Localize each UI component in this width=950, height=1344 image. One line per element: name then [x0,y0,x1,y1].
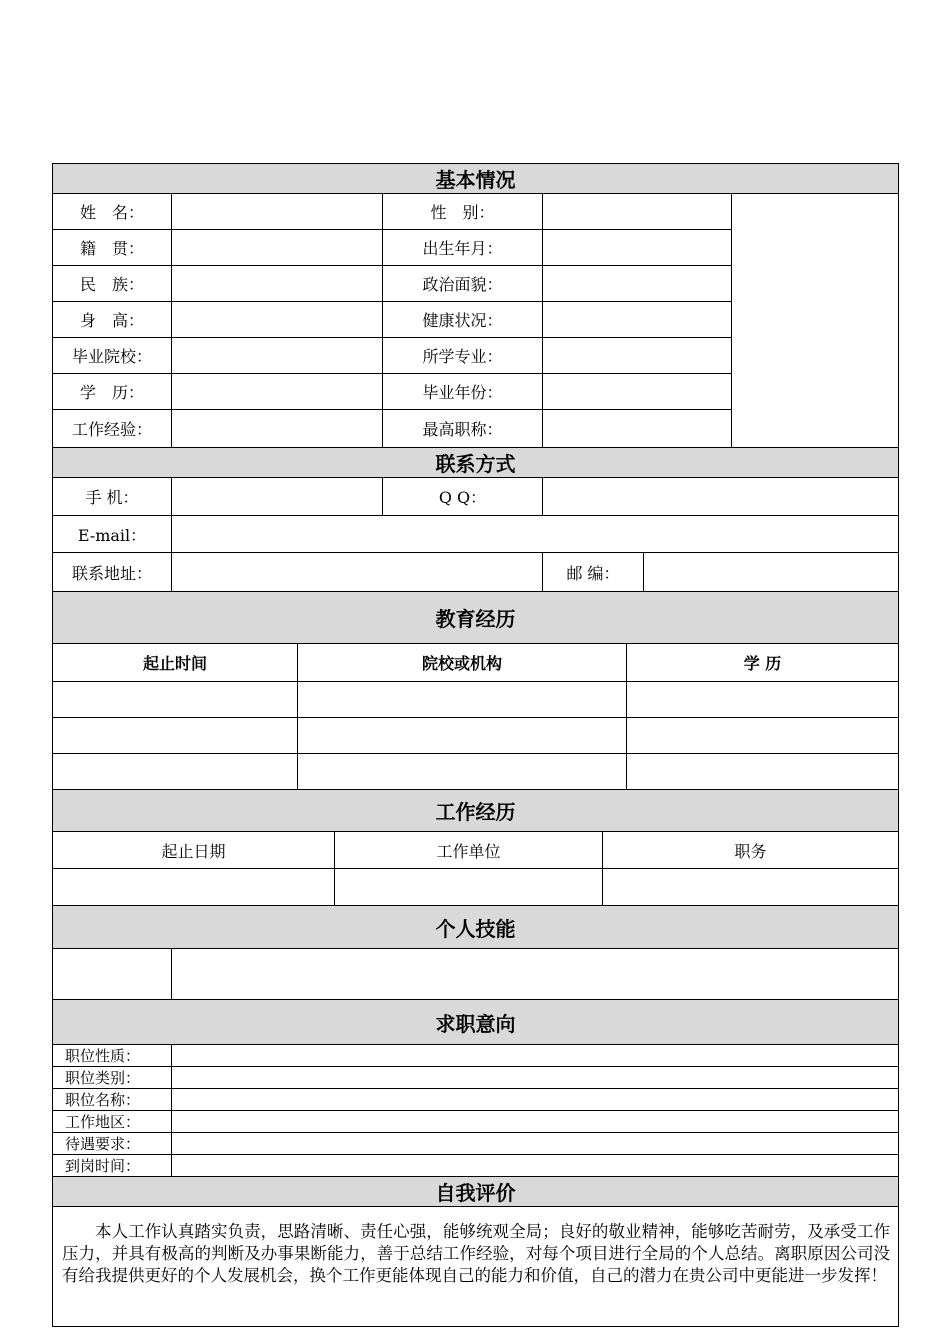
cell-degree[interactable] [627,718,899,754]
skills-table [52,905,899,1000]
field-school[interactable] [172,338,383,374]
field-start-time[interactable] [172,1155,899,1177]
field-height[interactable] [172,302,383,338]
field-address[interactable] [172,553,543,592]
column-header-work-period: 起止日期 [53,832,335,869]
label-grad-year: 毕业年份： [383,374,543,410]
label-health: 健康状况： [383,302,543,338]
cell-position[interactable] [603,869,899,906]
field-health[interactable] [543,302,732,338]
cell-school[interactable] [298,754,627,790]
cell-employer[interactable] [335,869,603,906]
resume-form [52,163,898,1327]
section-header-education: 教育经历 [53,592,899,644]
table-row [53,869,899,906]
label-title: 最高职称： [383,410,543,448]
field-major[interactable] [543,338,732,374]
label-job-nature: 职位性质： [53,1045,172,1067]
cell-school[interactable] [298,682,627,718]
work-table [52,789,899,906]
field-degree[interactable] [172,374,383,410]
label-work-area: 工作地区： [53,1111,172,1133]
self-eval-text-cell[interactable] [53,1207,899,1327]
field-political-status[interactable] [543,266,732,302]
field-title[interactable] [543,410,732,448]
intent-table [52,999,899,1177]
field-qq[interactable] [543,478,899,516]
label-job-category: 职位类别： [53,1067,172,1089]
cell-period[interactable] [53,718,298,754]
column-header-degree: 学 历 [627,644,899,682]
field-gender[interactable] [543,194,732,230]
label-qq: Q Q： [383,478,543,516]
field-job-nature[interactable] [172,1045,899,1067]
cell-degree[interactable] [627,682,899,718]
label-name: 姓 名： [53,194,172,230]
section-header-work: 工作经历 [53,790,899,832]
label-ethnicity: 民 族： [53,266,172,302]
section-header-basic: 基本情况 [53,164,899,194]
table-row [53,754,899,790]
photo-box[interactable] [732,194,899,448]
column-header-employer: 工作单位 [335,832,603,869]
self-eval-table [52,1176,899,1327]
label-experience: 工作经验： [53,410,172,448]
skills-field[interactable] [172,949,899,1000]
field-zip[interactable] [644,553,899,592]
cell-period[interactable] [53,754,298,790]
basic-info-table [52,163,899,448]
cell-school[interactable] [298,718,627,754]
self-eval-text: 本人工作认真踏实负责，思路清晰、责任心强，能够统观全局；良好的敬业精神，能够吃苦耐劳，及承受工作压力，并具有极高的判断及办事果断能力，善于总结工作经验，对每个项目进行全局的个人总结。离职原因公司没有给我提供更好的个人发展机会，换个工作更能体现自己的能力和价值，自己的潜力在贵公司中更能进一步发挥！ [62,1222,890,1285]
column-header-school: 院校或机构 [298,644,627,682]
field-email[interactable] [172,516,899,553]
label-job-name: 职位名称： [53,1089,172,1111]
label-gender: 性 别： [383,194,543,230]
skills-label-cell[interactable] [53,949,172,1000]
label-political-status: 政治面貌： [383,266,543,302]
section-header-intent: 求职意向 [53,1000,899,1045]
column-header-period: 起止时间 [53,644,298,682]
field-phone[interactable] [172,478,383,516]
label-birth-date: 出生年月： [383,230,543,266]
field-salary[interactable] [172,1133,899,1155]
field-work-area[interactable] [172,1111,899,1133]
field-job-name[interactable] [172,1089,899,1111]
label-degree: 学 历： [53,374,172,410]
field-job-category[interactable] [172,1067,899,1089]
cell-degree[interactable] [627,754,899,790]
label-start-time: 到岗时间： [53,1155,172,1177]
section-header-self-eval: 自我评价 [53,1177,899,1207]
label-salary: 待遇要求： [53,1133,172,1155]
label-major: 所学专业： [383,338,543,374]
field-ethnicity[interactable] [172,266,383,302]
label-zip: 邮 编： [543,553,644,592]
contact-table [52,447,899,592]
education-table [52,591,899,790]
field-birth-date[interactable] [543,230,732,266]
table-row [53,682,899,718]
field-name[interactable] [172,194,383,230]
label-native-place: 籍 贯： [53,230,172,266]
section-header-contact: 联系方式 [53,448,899,478]
label-address: 联系地址： [53,553,172,592]
label-phone: 手 机： [53,478,172,516]
section-header-skills: 个人技能 [53,906,899,949]
cell-work-period[interactable] [53,869,335,906]
label-school: 毕业院校： [53,338,172,374]
label-height: 身 高： [53,302,172,338]
field-grad-year[interactable] [543,374,732,410]
cell-period[interactable] [53,682,298,718]
table-row [53,718,899,754]
label-email: E-mail： [53,516,172,553]
column-header-position: 职务 [603,832,899,869]
field-native-place[interactable] [172,230,383,266]
field-experience[interactable] [172,410,383,448]
